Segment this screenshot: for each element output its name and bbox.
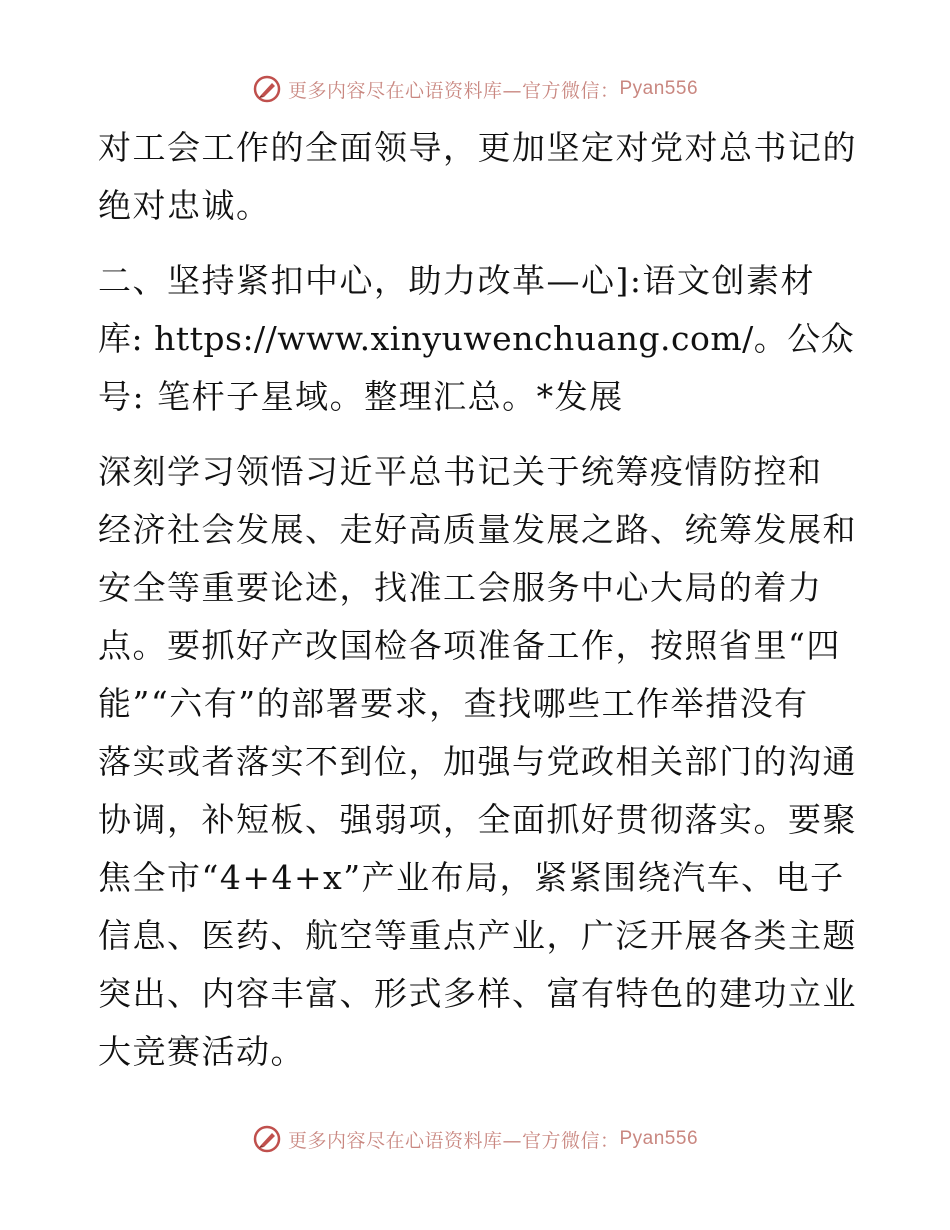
section-heading-line: 号: 笔杆子星域。整理汇总。*发展 <box>98 377 624 416</box>
paragraph-line: 大竞赛活动。 <box>98 1032 305 1071</box>
pen-logo-icon <box>252 74 282 104</box>
paragraph-line: 落实或者落实不到位，加强与党政相关部门的沟通 <box>98 742 857 781</box>
paragraph-line: 信息、医药、航空等重点产业，广泛开展各类主题 <box>98 916 857 955</box>
paragraph-line: 绝对忠诚。 <box>98 186 271 225</box>
footer-watermark <box>0 1124 950 1154</box>
watermark-text: 更多内容尽在心语资料库—官方微信： <box>287 1129 620 1152</box>
paragraph-line: 协调，补短板、强弱项，全面抓好贯彻落实。要聚 <box>98 800 857 839</box>
paragraph-line: 经济社会发展、走好高质量发展之路、统筹发展和 <box>98 510 857 549</box>
header-watermark <box>0 74 950 104</box>
section-heading-line: 二、坚持紧扣中心，助力改革—心]:语文创素材 <box>98 261 815 300</box>
paragraph-line: 深刻学习领悟习近平总书记关于统筹疫情防控和 <box>98 452 823 491</box>
watermark-wechat-id: Pyan556 <box>619 78 699 99</box>
paragraph-line: 焦全市“4+4+x”产业布局，紧紧围绕汽车、电子 <box>98 858 845 897</box>
watermark-text: 更多内容尽在心语资料库—官方微信： <box>287 79 620 102</box>
paragraph-line: 突出、内容丰富、形式多样、富有特色的建功立业 <box>98 974 857 1013</box>
paragraph-line: 点。要抓好产改国检各项准备工作，按照省里“四 <box>98 626 841 665</box>
paragraph-line: 安全等重要论述，找准工会服务中心大局的着力 <box>98 568 823 607</box>
paragraph-line: 对工会工作的全面领导，更加坚定对党对总书记的 <box>98 128 857 167</box>
section-heading-line: 库: https://www.xinyuwenchuang.com/。公众 <box>98 319 855 358</box>
pen-logo-icon <box>252 1124 282 1154</box>
watermark-wechat-id: Pyan556 <box>619 1128 699 1149</box>
paragraph-line: 能”“六有”的部署要求，查找哪些工作举措没有 <box>98 684 809 723</box>
